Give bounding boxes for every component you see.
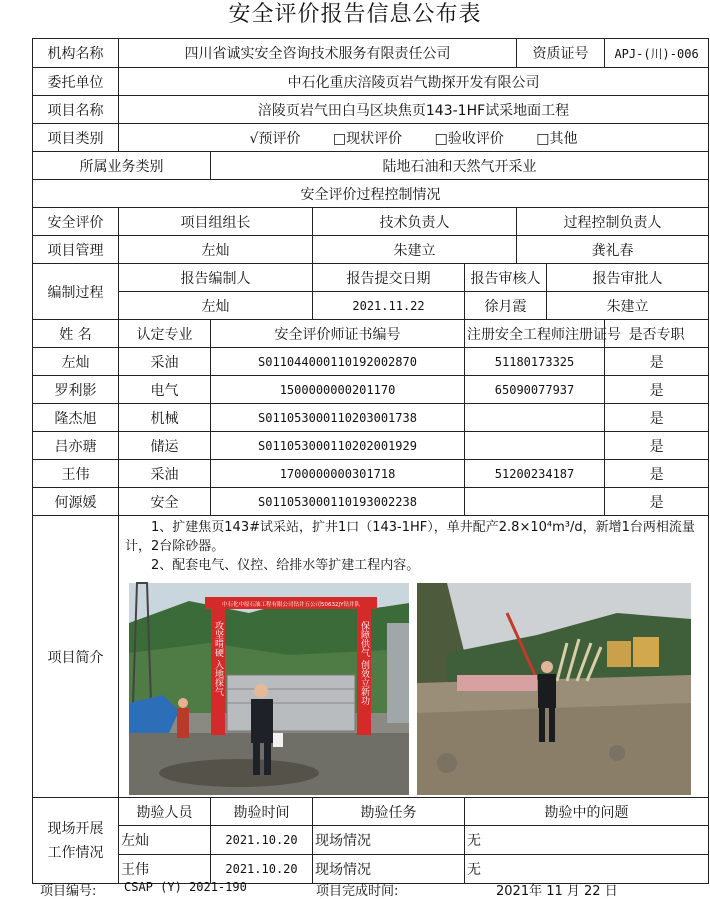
business-row [33, 152, 709, 180]
category-option-accept: □验收评价 [434, 130, 504, 147]
business-label: 所属业务类别 [33, 152, 211, 180]
compile-value-row [33, 292, 709, 320]
table-row [33, 460, 709, 488]
mgmt-value-leader: 左灿 [119, 236, 313, 264]
site-header-row [33, 798, 709, 826]
project-code-label: 项目编号: [40, 884, 97, 899]
site-inspector: 王伟 [119, 855, 211, 884]
compile-value-author: 左灿 [119, 292, 313, 320]
intro-line-1: 1、扩建焦页143#试采站，扩井1口（143-1HF），单井配产2.8×10⁴m³/d，新增1台两相流量计，2台除砂器。 [125, 520, 695, 554]
staff-major: 电气 [119, 376, 211, 404]
completion-label: 项目完成时间: [316, 884, 399, 899]
mgmt-label-1: 安全评价 [33, 208, 119, 236]
staff-fulltime: 是 [605, 488, 709, 516]
staff-major: 安全 [119, 488, 211, 516]
info-table [32, 38, 709, 884]
staff-fulltime: 是 [605, 376, 709, 404]
table-row [33, 488, 709, 516]
compile-header-approver: 报告审批人 [547, 264, 709, 292]
mgmt-value-control: 龚礼春 [517, 236, 709, 264]
table-row [33, 348, 709, 376]
staff-cert: S011053000110203001738 [211, 404, 465, 432]
mgmt-header-tech: 技术负责人 [313, 208, 517, 236]
staff-reg: 65090077937 [465, 376, 605, 404]
site-photo-field [417, 583, 691, 795]
site-header-inspector: 勘验人员 [119, 798, 211, 826]
site-inspector: 左灿 [119, 826, 211, 855]
mgmt-header-row [33, 208, 709, 236]
mgmt-header-control: 过程控制负责人 [517, 208, 709, 236]
staff-name: 吕亦瑭 [33, 432, 119, 460]
site-label-2: 工作情况 [47, 844, 104, 861]
process-title-row [33, 180, 709, 208]
project-value: 涪陵页岩气田白马区块焦页143-1HF试采地面工程 [119, 96, 709, 124]
staff-cert: 1700000000301718 [211, 460, 465, 488]
category-options [119, 124, 709, 152]
left-pillar-text: 攻坚啃硬 入地探气 [213, 621, 223, 696]
staff-major: 采油 [119, 348, 211, 376]
compile-header-reviewer: 报告审核人 [465, 264, 547, 292]
intro-content [119, 516, 709, 798]
arch-banner-text: 中石化中原石油工程有限公司钻井五公司50632JY钻井队 [222, 602, 360, 608]
site-task: 现场情况 [313, 855, 465, 884]
mgmt-label-2: 项目管理 [33, 236, 119, 264]
staff-name: 左灿 [33, 348, 119, 376]
staff-cert: S011044000110192002870 [211, 348, 465, 376]
site-header-task: 勘验任务 [313, 798, 465, 826]
intro-line-2: 2、配套电气、仪控、给排水等扩建工程内容。 [151, 558, 420, 573]
org-row [33, 39, 709, 68]
staff-header-name: 姓 名 [33, 320, 119, 348]
mgmt-value-tech: 朱建立 [313, 236, 517, 264]
client-value: 中石化重庆涪陵页岩气勘探开发有限公司 [119, 68, 709, 96]
site-time: 2021.10.20 [211, 855, 313, 884]
site-time: 2021.10.20 [211, 826, 313, 855]
category-row [33, 124, 709, 152]
compile-header-row [33, 264, 709, 292]
staff-header-row [33, 320, 709, 348]
staff-fulltime: 是 [605, 460, 709, 488]
compile-value-date: 2021.11.22 [313, 292, 465, 320]
project-label: 项目名称 [33, 96, 119, 124]
site-photo-gate [129, 583, 409, 795]
staff-header-cert: 安全评价师证书编号 [211, 320, 465, 348]
staff-major: 机械 [119, 404, 211, 432]
staff-cert: S011053000110193002238 [211, 488, 465, 516]
site-label [33, 798, 119, 884]
category-option-pre: √预评价 [249, 130, 301, 147]
compile-value-approver: 朱建立 [547, 292, 709, 320]
staff-header-fulltime: 是否专职 [605, 320, 709, 348]
cert-label: 资质证号 [517, 39, 605, 68]
staff-fulltime: 是 [605, 404, 709, 432]
category-option-status: □现状评价 [332, 130, 403, 147]
mgmt-header-leader: 项目组组长 [119, 208, 313, 236]
client-row [33, 68, 709, 96]
intro-label: 项目简介 [33, 516, 119, 798]
project-code-value: CSAP (Y) 2021-190 [124, 880, 247, 894]
compile-header-author: 报告编制人 [119, 264, 313, 292]
cert-value: APJ-(川)-006 [605, 39, 709, 68]
compile-label: 编制过程 [33, 264, 119, 320]
table-row [33, 404, 709, 432]
site-task: 现场情况 [313, 826, 465, 855]
site-header-issue: 勘验中的问题 [465, 798, 709, 826]
staff-reg [465, 432, 605, 460]
staff-fulltime: 是 [605, 348, 709, 376]
staff-reg: 51200234187 [465, 460, 605, 488]
mgmt-value-row [33, 236, 709, 264]
site-label-1: 现场开展 [47, 820, 104, 837]
category-label: 项目类别 [33, 124, 119, 152]
staff-fulltime: 是 [605, 432, 709, 460]
table-row [33, 432, 709, 460]
staff-reg [465, 488, 605, 516]
staff-major: 储运 [119, 432, 211, 460]
site-issue: 无 [465, 855, 709, 884]
table-row [33, 826, 709, 855]
intro-row [33, 516, 709, 798]
site-issue: 无 [465, 826, 709, 855]
staff-name: 罗利影 [33, 376, 119, 404]
staff-cert: S011053000110202001929 [211, 432, 465, 460]
compile-value-reviewer: 徐月霞 [465, 292, 547, 320]
page-title: 安全评价报告信息公布表 [228, 2, 482, 27]
project-row [33, 96, 709, 124]
staff-name: 何源媛 [33, 488, 119, 516]
photo-group [125, 583, 702, 795]
staff-cert: 1500000000201170 [211, 376, 465, 404]
compile-header-date: 报告提交日期 [313, 264, 465, 292]
process-title: 安全评价过程控制情况 [33, 180, 709, 208]
right-pillar-text: 保障供气 创效立新功 [359, 621, 369, 705]
client-label: 委托单位 [33, 68, 119, 96]
staff-reg: 51180173325 [465, 348, 605, 376]
business-value: 陆地石油和天然气开采业 [211, 152, 709, 180]
staff-name: 隆杰旭 [33, 404, 119, 432]
staff-reg [465, 404, 605, 432]
staff-header-reg: 注册安全工程师注册证号 [465, 320, 605, 348]
org-value: 四川省诚实安全咨询技术服务有限责任公司 [119, 39, 517, 68]
staff-name: 王伟 [33, 460, 119, 488]
staff-major: 采油 [119, 460, 211, 488]
table-row [33, 376, 709, 404]
completion-value: 2021年 11 月 22 日 [496, 884, 618, 899]
category-option-other: □其他 [536, 130, 578, 147]
site-header-time: 勘验时间 [211, 798, 313, 826]
staff-header-major: 认定专业 [119, 320, 211, 348]
org-label: 机构名称 [33, 39, 119, 68]
